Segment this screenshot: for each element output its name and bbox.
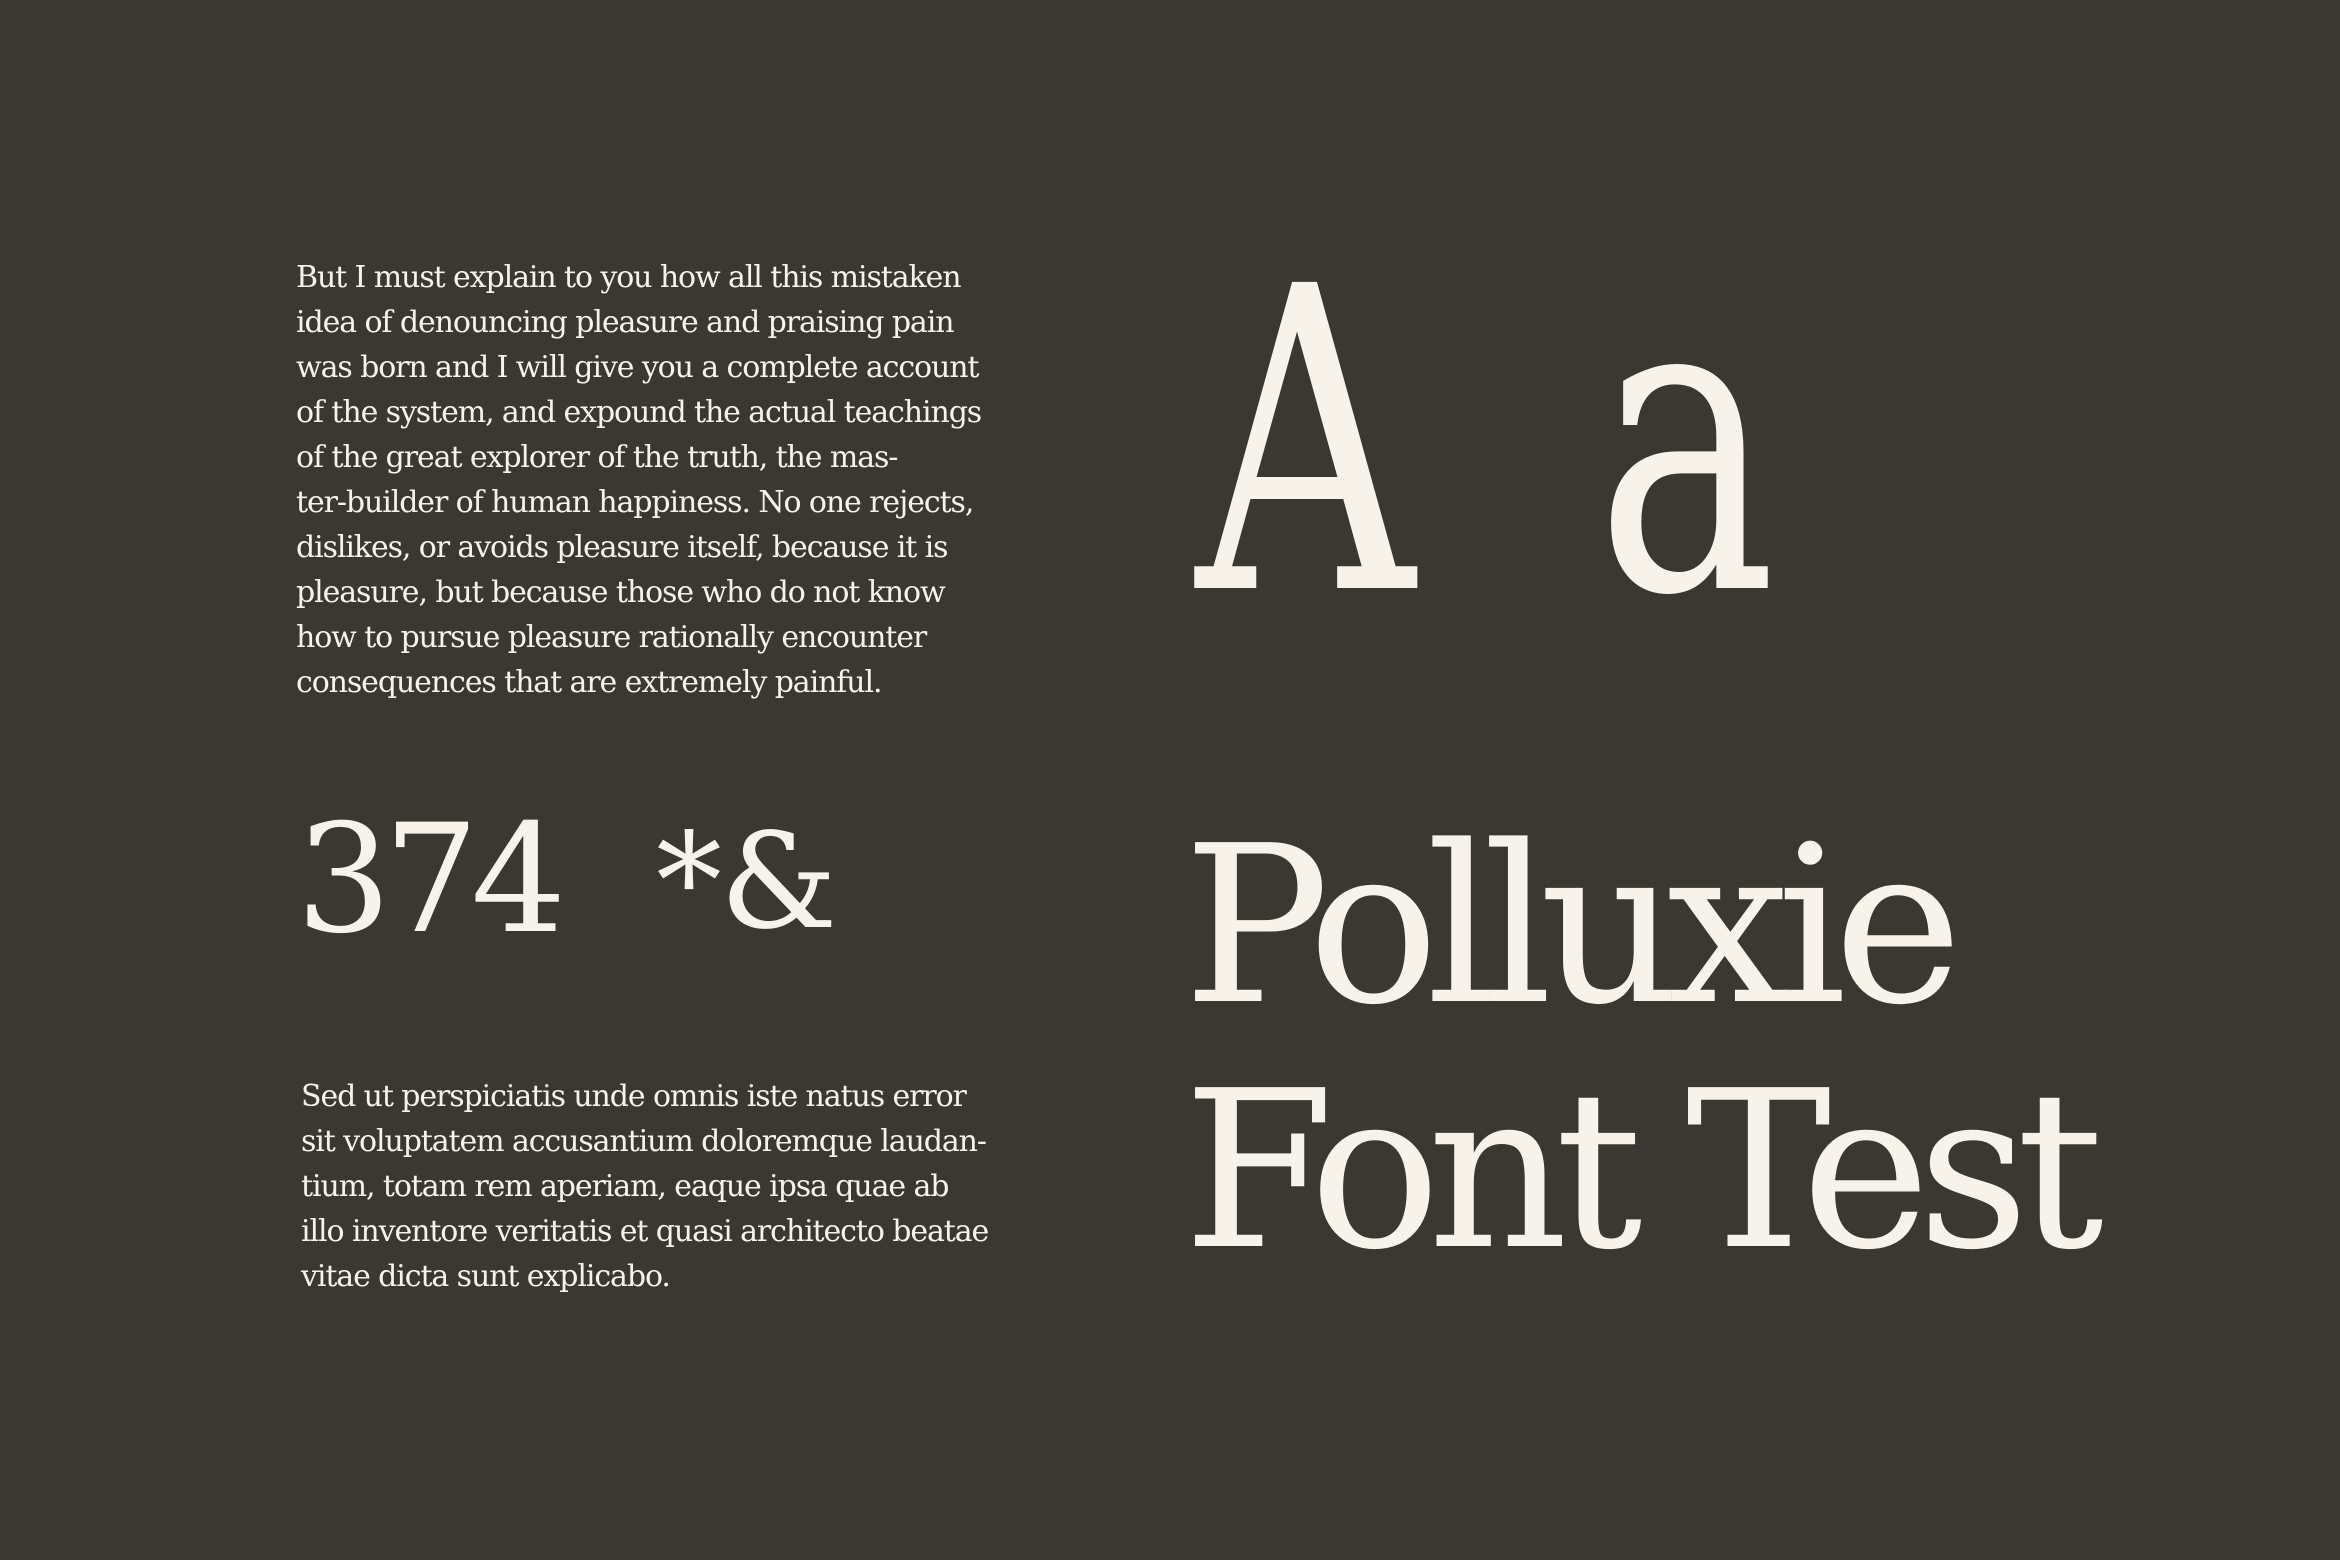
sample-paragraph-two — [301, 1074, 1001, 1299]
font-title-line: Polluxie — [1183, 800, 1950, 1053]
font-title — [1183, 800, 2091, 1298]
paragraph-one-line: how to pursue pleasure rationally encounter — [296, 620, 927, 655]
paragraph-one-line: dislikes, or avoids pleasure itself, because it is — [296, 530, 948, 565]
paragraph-one-line: consequences that are extremely painful. — [296, 665, 882, 700]
sample-paragraph-one — [296, 255, 996, 705]
paragraph-two-line: vitae dicta sunt explicabo. — [301, 1259, 670, 1294]
paragraph-one-line: of the great explorer of the truth, the mas- — [296, 440, 898, 475]
paragraph-two-line: Sed ut perspiciatis unde omnis iste natus error — [301, 1079, 966, 1114]
paragraph-two-line: tium, totam rem aperiam, eaque ipsa quae ab — [301, 1169, 949, 1204]
font-title-line: Font Test — [1183, 1045, 2091, 1298]
paragraph-one-line: of the system, and expound the actual teachings — [296, 395, 982, 430]
paragraph-two-line: illo inventore veritatis et quasi architecto beatae — [301, 1214, 989, 1249]
numeral-sample: 374 — [296, 793, 559, 967]
symbol-sample: *& — [656, 805, 836, 959]
letter-pair-specimen — [1196, 199, 1846, 688]
lowercase-a-glyph: a — [1596, 199, 1777, 688]
paragraph-one-line: pleasure, but because those who do not know — [296, 575, 945, 610]
paragraph-one-line: idea of denouncing pleasure and praising pain — [296, 305, 954, 340]
paragraph-two-line: sit voluptatem accusantium doloremque laudan- — [301, 1124, 986, 1159]
uppercase-a-glyph: A — [1196, 199, 1415, 688]
paragraph-one-line: ter-builder of human happiness. No one rejects, — [296, 485, 974, 520]
paragraph-one-line: But I must explain to you how all this mistaken — [296, 260, 961, 295]
paragraph-one-line: was born and I will give you a complete account — [296, 350, 979, 385]
